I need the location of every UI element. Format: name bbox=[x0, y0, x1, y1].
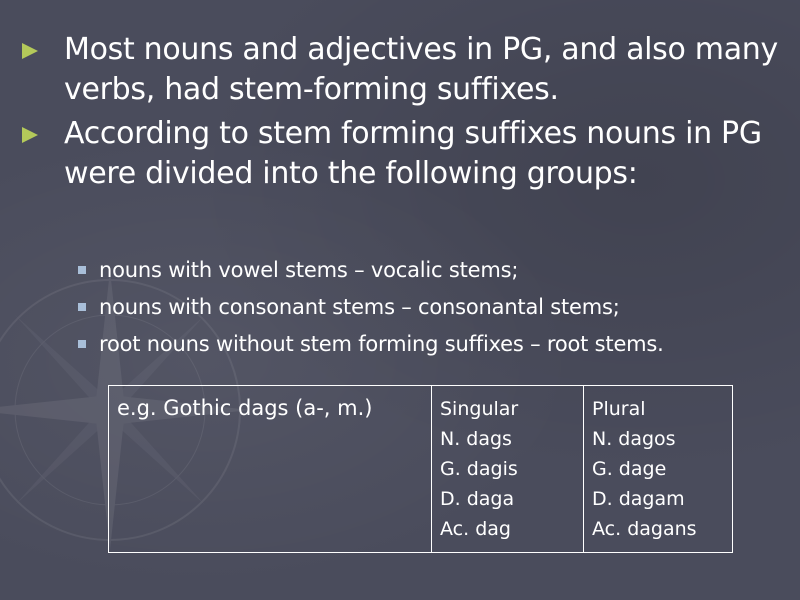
plural-genitive: G. dage bbox=[592, 458, 667, 480]
main-bullet-text: Most nouns and adjectives in PG, and also many verbs, had stem-forming suffixes. bbox=[64, 32, 778, 107]
table-row bbox=[109, 386, 733, 553]
singular-nominative: N. dags bbox=[440, 428, 512, 450]
plural-nominative: N. dagos bbox=[592, 428, 676, 450]
main-bullet-item bbox=[22, 114, 782, 194]
main-bullet-list bbox=[22, 30, 782, 198]
plural-dative: D. dagam bbox=[592, 488, 685, 510]
square-bullet-icon bbox=[78, 303, 86, 311]
table-label-cell: e.g. Gothic dags (a-, m.) bbox=[109, 386, 432, 553]
singular-header: Singular bbox=[440, 398, 519, 420]
sub-bullet-text: root nouns without stem forming suffixes – root stems. bbox=[99, 332, 664, 356]
plural-forms-cell bbox=[584, 386, 733, 553]
singular-genitive: G. dagis bbox=[440, 458, 518, 480]
plural-accusative: Ac. dagans bbox=[592, 518, 697, 540]
sub-bullet-text: nouns with vowel stems – vocalic stems; bbox=[99, 258, 519, 282]
sub-bullet-item bbox=[78, 292, 778, 322]
sub-bullet-text: nouns with consonant stems – consonantal stems; bbox=[99, 295, 620, 319]
singular-accusative: Ac. dag bbox=[440, 518, 511, 540]
sub-bullet-list bbox=[78, 255, 778, 366]
sub-bullet-item bbox=[78, 329, 778, 359]
main-bullet-item bbox=[22, 30, 782, 110]
plural-header: Plural bbox=[592, 398, 646, 420]
triangle-arrow-icon bbox=[22, 43, 38, 59]
main-bullet-text: According to stem forming suffixes nouns in PG were divided into the following groups: bbox=[64, 116, 762, 191]
sub-bullet-item bbox=[78, 255, 778, 285]
declension-table bbox=[108, 385, 733, 553]
square-bullet-icon bbox=[78, 340, 86, 348]
triangle-arrow-icon bbox=[22, 127, 38, 143]
singular-dative: D. daga bbox=[440, 488, 515, 510]
square-bullet-icon bbox=[78, 266, 86, 274]
singular-forms-cell bbox=[432, 386, 584, 553]
